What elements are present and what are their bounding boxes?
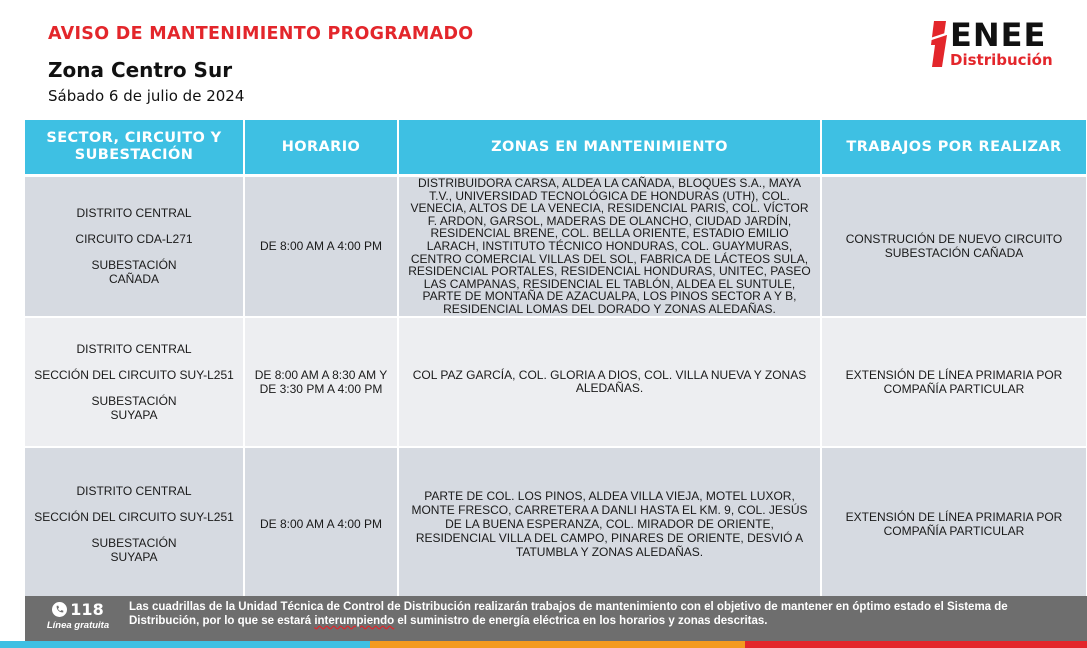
circuit-name: SECCIÓN DEL CIRCUITO SUY-L251 [34,367,234,382]
footer-text-misspelled: interumpiendo [314,615,395,627]
work-cell: CONSTRUCIÓN DE NUEVO CIRCUITO SUBESTACIÓN CAÑADA [821,176,1086,317]
zones-cell: COL PAZ GARCÍA, COL. GLORIA A DIOS, COL. VILLA NUEVA Y ZONAS ALEDAÑAS. [398,317,821,447]
footer-text-part: el suministro de energía eléctrica en los horarios y zonas descritas. [394,615,768,627]
col-header-hours: HORARIO [244,120,398,176]
work-cell: EXTENSIÓN DE LÍNEA PRIMARIA POR COMPAÑÍA PARTICULAR [821,317,1086,447]
col-header-work: TRABAJOS POR REALIZAR [821,120,1086,176]
work-cell: EXTENSIÓN DE LÍNEA PRIMARIA POR COMPAÑÍA PARTICULAR [821,447,1086,602]
sector-cell [25,317,244,447]
substation [33,258,235,286]
hotline-number: 118 [70,600,104,619]
enee-bolt-mark-icon [930,21,948,67]
logo-subtitle: Distribución [950,51,1053,69]
sector-cell [25,176,244,317]
district-name: DISTRITO CENTRAL [76,484,192,499]
hours-cell: DE 8:00 AM A 8:30 AM Y DE 3:30 PM A 4:00 PM [244,317,398,447]
hotline-label: Línea gratuita [46,620,110,631]
col-header-sector: SECTOR, CIRCUITO Y SUBESTACIÓN [25,120,244,176]
zone-title: Zona Centro Sur [48,58,233,82]
substation-name: SUYAPA [110,407,158,422]
circuit-name: SECCIÓN DEL CIRCUITO SUY-L251 [34,510,234,525]
substation-label: SUBESTACIÓN [91,258,177,273]
footer-text-part: Las cuadrillas de la Unidad Técnica de Control de Distribución realizarán trabajos de mantenimiento con el objetivo de mantener en óptimo estado el Sistema de Distribución, por lo que se estará [129,601,1008,627]
substation-label: SUBESTACIÓN [91,536,177,551]
substation-label: SUBESTACIÓN [91,393,177,408]
maintenance-table [25,120,1086,603]
substation-name: CAÑADA [108,272,159,287]
col-header-zones: ZONAS EN MANTENIMIENTO [398,120,821,176]
zones-cell: DISTRIBUIDORA CARSA, ALDEA LA CAÑADA, BLOQUES S.A., MAYA T.V., UNIVERSIDAD TECNOLÓGICA DE HONDURAS (UTH), COL. VENECIA, ALTOS DE LA VENECIA, RESIDENCIAL PARIS, COL. VÍCTOR F. ARDON, GARSOL, MADERAS DE OLANCHO, CIUDAD JARDÍN, RESIDENCIAL BRENE, COL. BELLA ORIENTE, ESTADIO EMILIO LARACH, INSTITUTO TÉCNICO HONDURAS, COL. GUAYMURAS, CENTRO COMERCIAL VILLAS DEL SOL, FABRICA DE LÁCTEOS SULA, RESIDENCIAL PORTALES, RESIDENCIAL HONDURAS, UNITEC, PASEO LAS CAMPANAS, RESIDENCIAL EL TABLÓN, ALDEA EL SUNTULE, PARTE DE MONTAÑA DE AZACUALPA, LOS PINOS SECTOR A Y B, RESIDENCIAL LOMAS DEL DORADO Y ZONAS ALEDAÑAS. [398,176,821,317]
notice-title: AVISO DE MANTENIMIENTO PROGRAMADO [48,24,474,44]
stripe-cyan [0,641,370,648]
circuit-name: CIRCUITO CDA-L271 [75,232,193,247]
district-name: DISTRITO CENTRAL [76,341,192,356]
table-row [25,447,1086,602]
district-name: DISTRITO CENTRAL [76,206,192,221]
sector-cell [25,447,244,602]
hours-cell: DE 8:00 AM A 4:00 PM [244,176,398,317]
substation [33,394,235,422]
stripe-orange [370,641,745,648]
substation [33,536,235,564]
table-row [25,317,1086,447]
stripe-red [745,641,1087,648]
logo-wordmark: ENEE [950,16,1047,54]
substation-name: SUYAPA [110,550,158,565]
zones-cell: PARTE DE COL. LOS PINOS, ALDEA VILLA VIEJA, MOTEL LUXOR, MONTE FRESCO, CARRETERA A DANLI HASTA EL KM. 9, COL. JESÚS DE LA BUENA ESPERANZA, COL. MIRADOR DE ORIENTE, RESIDENCIAL VILLA DEL CAMPO, PINARES DE ORIENTE, DESVIÓ A TATUMBLA Y ZONAS ALEDAÑAS. [398,447,821,602]
hotline [38,600,118,631]
footer-bar [25,596,1087,641]
table-row [25,176,1086,317]
hours-cell: DE 8:00 AM A 4:00 PM [244,447,398,602]
notice-date: Sábado 6 de julio de 2024 [48,87,245,105]
footer-message [129,600,1074,628]
table-header-row [25,120,1086,176]
enee-logo [930,16,1080,70]
phone-icon [52,602,67,617]
